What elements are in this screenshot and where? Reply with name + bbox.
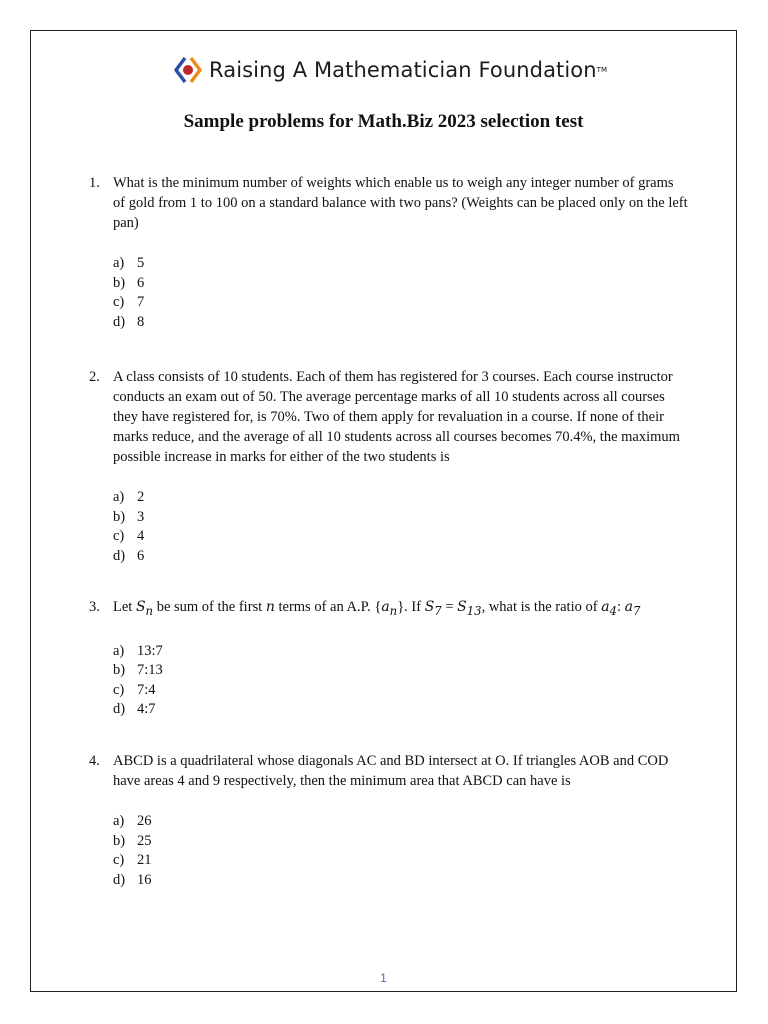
option-d: d) 4:7 bbox=[113, 701, 156, 718]
option-a: a) 5 bbox=[113, 255, 145, 271]
math-a-4: $a_4$ bbox=[601, 599, 617, 618]
option-d: d) 8 bbox=[113, 313, 145, 330]
math-a-n: $a_n$ bbox=[381, 599, 398, 618]
question-4 bbox=[89, 751, 689, 889]
page-title: Sample problems for Math.Biz 2023 selection test bbox=[183, 111, 584, 132]
question-number: 4. bbox=[89, 753, 100, 769]
math-s-n: $S_n$ bbox=[135, 599, 154, 618]
option-b: b) 25 bbox=[113, 832, 152, 849]
math-a-7: $a_7$ bbox=[624, 599, 641, 618]
option-b: b) 7:13 bbox=[113, 662, 163, 679]
option-c: c) 21 bbox=[113, 852, 152, 868]
math-s-7: $S_7$ bbox=[424, 599, 442, 618]
answer-options bbox=[113, 811, 689, 889]
math-n: n bbox=[265, 599, 275, 615]
org-logo bbox=[173, 55, 607, 85]
question-text: A class consists of 10 students. Each of them has registered for 3 courses. Each course instructor conducts an exam out of 50. The average percentage marks of all 10 students across all courses they have registered for, is 70%. Two of them apply for revaluation in a course. If none of their marks reduce, and the average of all 10 students across all courses becomes 70.4%, the maximum possible increase in marks for either of the two students is bbox=[113, 369, 680, 465]
option-b: b) 3 bbox=[113, 508, 145, 525]
option-d: d) 6 bbox=[113, 547, 145, 564]
page-number: 1 bbox=[380, 971, 387, 985]
math-s-13: $S_{13}$ bbox=[457, 599, 482, 618]
question-2 bbox=[89, 367, 689, 565]
question-text: ABCD is a quadrilateral whose diagonals AC and BD intersect at O. If triangles AOB and COD have areas 4 and 9 respectively, then the minimum area that ABCD can have is bbox=[113, 753, 669, 789]
option-c: c) 7:4 bbox=[113, 681, 156, 698]
question-1 bbox=[89, 173, 689, 331]
option-a: a) 26 bbox=[113, 813, 152, 829]
org-name: Raising A Mathematician Foundation bbox=[209, 58, 597, 82]
question-text: Let $S_n$ be sum of the first n terms of an A.P. $\{a_n\}$. If $S_7 = S_{13}$, what is the ratio of $a_4$: $a_7$ bbox=[113, 599, 641, 618]
option-d: d) 16 bbox=[113, 871, 152, 888]
answer-options bbox=[113, 253, 689, 331]
answer-options bbox=[113, 641, 689, 719]
question-number: 2. bbox=[89, 369, 100, 385]
document-page bbox=[30, 30, 737, 992]
question-3 bbox=[89, 597, 689, 719]
option-b: b) 6 bbox=[113, 274, 145, 291]
option-a: a) 13:7 bbox=[113, 642, 163, 659]
trademark: TM bbox=[596, 66, 607, 74]
answer-options bbox=[113, 487, 689, 565]
option-a: a) 2 bbox=[113, 489, 145, 505]
option-c: c) 4 bbox=[113, 528, 145, 544]
question-number: 3. bbox=[89, 599, 100, 615]
option-c: c) 7 bbox=[113, 294, 145, 310]
question-text: What is the minimum number of weights which enable us to weigh any integer number of grams of gold from 1 to 100 on a standard balance with two pans? (Weights can be placed only on the left pan) bbox=[113, 175, 688, 231]
logo-diamond-icon bbox=[173, 55, 203, 85]
question-number: 1. bbox=[89, 175, 100, 191]
